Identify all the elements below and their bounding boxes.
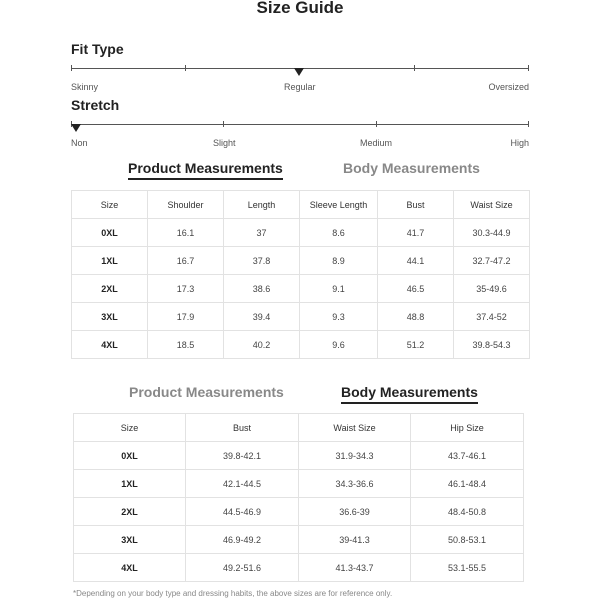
column-header: Shoulder — [148, 191, 224, 219]
table-row — [72, 247, 530, 275]
stretch-option-non: Non — [71, 138, 88, 148]
measurement-cell: 16.7 — [148, 247, 224, 275]
measurement-cell: 44.1 — [378, 247, 454, 275]
measurement-cell: 30.3-44.9 — [454, 219, 530, 247]
fit-type-label: Fit Type — [71, 41, 124, 57]
tab-body-measurements[interactable]: Body Measurements — [341, 384, 478, 400]
measurement-cell: 41.7 — [378, 219, 454, 247]
size-cell: 1XL — [72, 247, 148, 275]
fit-type-tick — [71, 65, 72, 71]
page-title: Size Guide — [256, 0, 344, 17]
stretch-option-high: High — [510, 138, 529, 148]
measurement-cell: 37.8 — [224, 247, 300, 275]
measurement-cell: 39.8-54.3 — [454, 331, 530, 359]
measurement-cell: 38.6 — [224, 275, 300, 303]
fit-type-tick — [414, 65, 415, 71]
measurement-cell: 39.4 — [224, 303, 300, 331]
fit-type-selected-marker-icon — [294, 68, 304, 76]
size-cell: 4XL — [74, 554, 186, 582]
column-header: Bust — [186, 414, 299, 442]
measurement-cell: 46.1-48.4 — [411, 470, 524, 498]
measurement-cell: 51.2 — [378, 331, 454, 359]
measurement-cell: 9.3 — [300, 303, 378, 331]
column-header: Length — [224, 191, 300, 219]
measurement-cell: 37 — [224, 219, 300, 247]
measurement-cell: 49.2-51.6 — [186, 554, 299, 582]
tab-product-measurements[interactable]: Product Measurements — [129, 384, 284, 400]
fit-type-option-skinny: Skinny — [71, 82, 99, 92]
table-row — [74, 442, 524, 470]
stretch-label: Stretch — [71, 97, 120, 113]
stretch-scale-line — [71, 124, 529, 125]
table-row — [74, 498, 524, 526]
table-row — [72, 275, 530, 303]
measurement-cell: 18.5 — [148, 331, 224, 359]
stretch-tick — [223, 121, 224, 127]
measurement-cell: 53.1-55.5 — [411, 554, 524, 582]
measurement-cell: 35-49.6 — [454, 275, 530, 303]
stretch-option-medium: Medium — [360, 138, 393, 148]
measurement-cell: 31.9-34.3 — [299, 442, 411, 470]
size-cell: 3XL — [72, 303, 148, 331]
measurement-cell: 36.6-39 — [299, 498, 411, 526]
measurement-cell: 39.8-42.1 — [186, 442, 299, 470]
measurement-cell: 46.5 — [378, 275, 454, 303]
stretch-tick — [376, 121, 377, 127]
measurement-cell: 8.6 — [300, 219, 378, 247]
measurement-cell: 50.8-53.1 — [411, 526, 524, 554]
tab-product-measurements[interactable]: Product Measurements — [128, 160, 283, 176]
column-header: Bust — [378, 191, 454, 219]
table-row — [72, 219, 530, 247]
tab-body-measurements[interactable]: Body Measurements — [343, 160, 480, 176]
measurement-cell: 41.3-43.7 — [299, 554, 411, 582]
column-header: Waist Size — [454, 191, 530, 219]
table-row — [72, 303, 530, 331]
column-header: Hip Size — [411, 414, 524, 442]
size-cell: 0XL — [74, 442, 186, 470]
size-cell: 3XL — [74, 526, 186, 554]
table-row — [74, 554, 524, 582]
size-cell: 1XL — [74, 470, 186, 498]
size-cell: 4XL — [72, 331, 148, 359]
column-header: Sleeve Length — [300, 191, 378, 219]
measurement-cell: 39-41.3 — [299, 526, 411, 554]
fit-type-option-oversized: Oversized — [488, 82, 529, 92]
size-cell: 2XL — [74, 498, 186, 526]
measurement-cell: 34.3-36.6 — [299, 470, 411, 498]
table-row — [74, 526, 524, 554]
measurement-cell: 9.6 — [300, 331, 378, 359]
measurement-cell: 44.5-46.9 — [186, 498, 299, 526]
body-measurements-table — [73, 413, 524, 582]
fit-type-tick — [185, 65, 186, 71]
measurement-cell: 8.9 — [300, 247, 378, 275]
size-cell: 0XL — [72, 219, 148, 247]
measurement-cell: 17.3 — [148, 275, 224, 303]
column-header: Waist Size — [299, 414, 411, 442]
measurement-cell: 48.8 — [378, 303, 454, 331]
footnote: *Depending on your body type and dressing habits, the above sizes are for reference only. — [73, 589, 393, 598]
measurement-cell: 42.1-44.5 — [186, 470, 299, 498]
measurement-cell: 40.2 — [224, 331, 300, 359]
measurement-cell: 32.7-47.2 — [454, 247, 530, 275]
fit-type-tick — [528, 65, 529, 71]
table-row — [72, 331, 530, 359]
product-measurements-table — [71, 190, 530, 359]
table-row — [74, 470, 524, 498]
measurement-cell: 16.1 — [148, 219, 224, 247]
measurement-cell: 37.4-52 — [454, 303, 530, 331]
stretch-tick — [528, 121, 529, 127]
measurement-cell: 48.4-50.8 — [411, 498, 524, 526]
measurement-cell: 9.1 — [300, 275, 378, 303]
measurement-cell: 17.9 — [148, 303, 224, 331]
stretch-selected-marker-icon — [71, 124, 81, 132]
measurement-cell: 46.9-49.2 — [186, 526, 299, 554]
fit-type-option-regular: Regular — [284, 82, 316, 92]
measurement-cell: 43.7-46.1 — [411, 442, 524, 470]
size-cell: 2XL — [72, 275, 148, 303]
stretch-option-slight: Slight — [213, 138, 236, 148]
column-header: Size — [72, 191, 148, 219]
column-header: Size — [74, 414, 186, 442]
